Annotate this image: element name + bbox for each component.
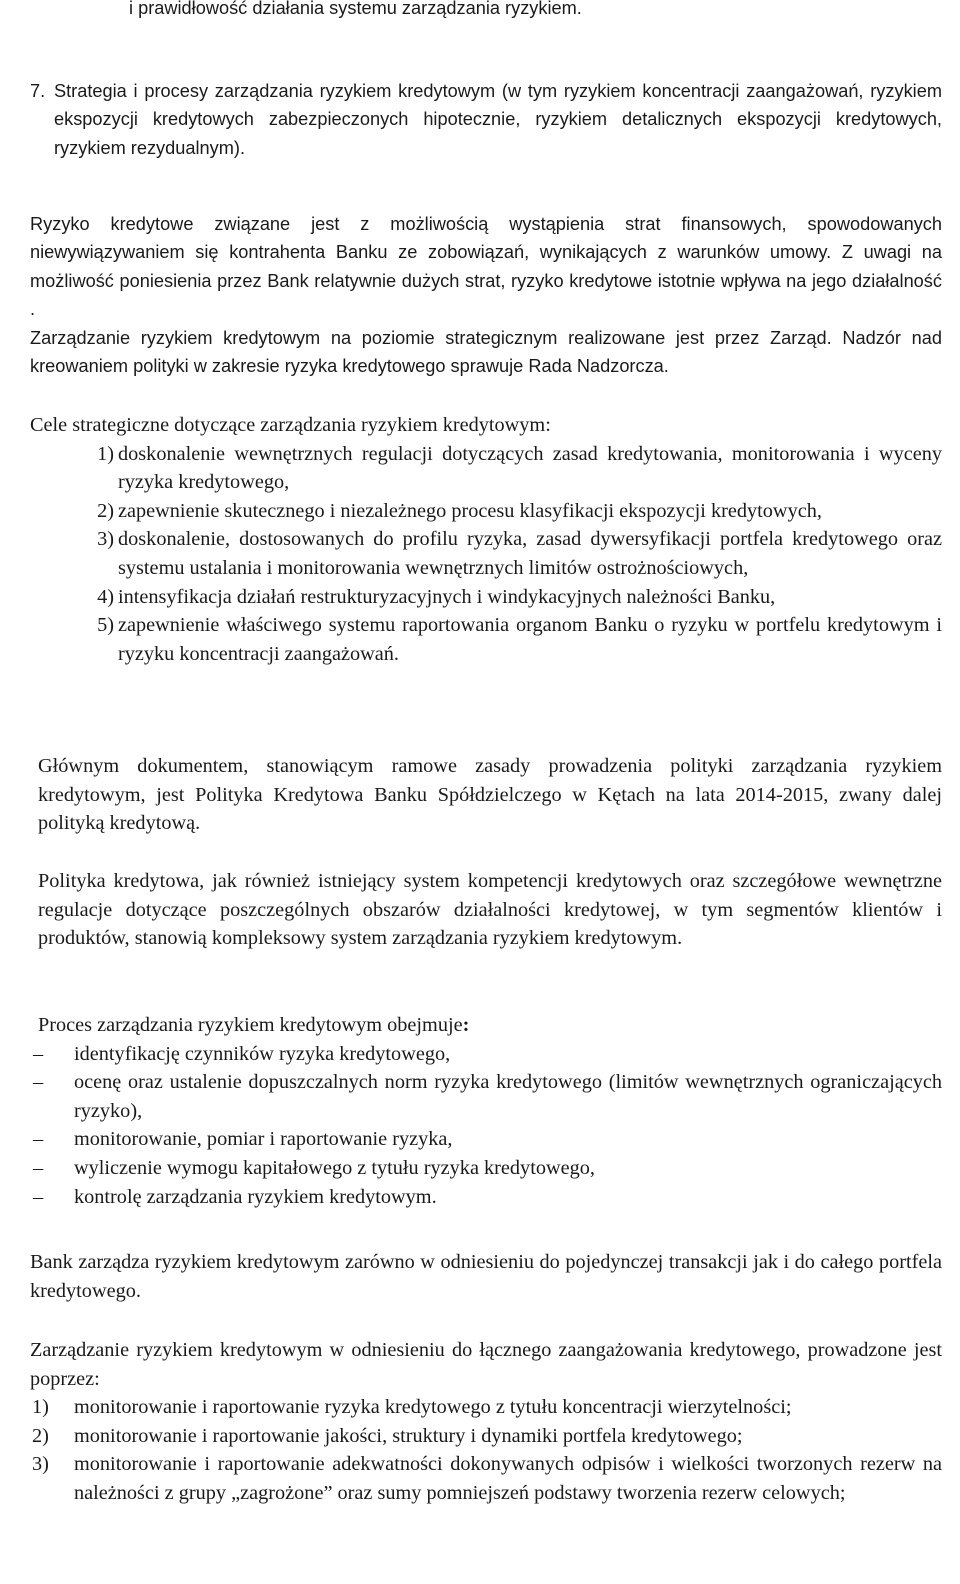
list-marker: 1) (97, 442, 114, 465)
list-item (30, 1393, 942, 1422)
list-item (30, 525, 942, 582)
list-item-text: monitorowanie i raportowanie jakości, struktury i dynamiki portfela kredytowego; (74, 1424, 743, 1447)
process-block (30, 1011, 942, 1211)
section-title: Strategia i procesy zarządzania ryzykiem kredytowym (w tym ryzykiem koncentracji zaangażowań, ryzykiem ekspozycji kredytowych zabezpieczonych hipotecznie, ryzykiem detalicznych ekspozycji kredytowych, ryzykiem rezydualnym). (54, 81, 942, 158)
list-item-text: monitorowanie i raportowanie ryzyka kredytowego z tytułu koncentracji wierzytelności; (74, 1396, 792, 1419)
list-item (30, 1125, 942, 1154)
list-item (30, 440, 942, 497)
list-item-text: monitorowanie, pomiar i raportowanie ryzyka, (74, 1128, 453, 1151)
list-item-text: ocenę oraz ustalenie dopuszczalnych norm ryzyka kredytowego (limitów wewnętrznych ograniczających ryzyko), (74, 1071, 942, 1122)
list-item (30, 611, 942, 668)
dash-marker: – (33, 1042, 44, 1065)
aggregate-exposure-intro: Zarządzanie ryzykiem kredytowym w odniesieniu do łącznego zaangażowania kredytowego, prowadzone jest poprzez: (30, 1339, 942, 1390)
aggregate-exposure-block (30, 1336, 942, 1508)
process-intro-colon: : (462, 1014, 470, 1036)
list-item (30, 1422, 942, 1451)
transaction-portfolio-paragraph: Bank zarządza ryzykiem kredytowym zarówno w odniesieniu do pojedynczej transakcji jak i do całego portfela kredytowego. (30, 1251, 942, 1302)
list-item (30, 1068, 942, 1125)
list-item-text: doskonalenie wewnętrznych regulacji dotyczących zasad kredytowania, monitorowania i wyceny ryzyka kredytowego, (118, 442, 942, 494)
list-item-text: zapewnienie skutecznego i niezależnego procesu klasyfikacji ekspozycji kredytowych, (118, 499, 822, 522)
strategic-goals-list (30, 440, 942, 669)
aggregate-exposure-list (30, 1393, 942, 1507)
risk-management-paragraph: Zarządzanie ryzykiem kredytowym na poziomie strategicznym realizowane jest przez Zarząd. Nadzór nad kreowaniem polityki w zakresie ryzyka kredytowego sprawuje Rada Nadzorcza. (30, 327, 942, 377)
list-item (30, 497, 942, 526)
continuation-line: i prawidłowość działania systemu zarządzania ryzykiem. (129, 0, 582, 18)
list-item (30, 1450, 942, 1507)
list-item-text: kontrolę zarządzania ryzykiem kredytowym. (74, 1185, 437, 1208)
list-item (30, 1183, 942, 1212)
dash-marker: – (33, 1185, 44, 1208)
process-list (30, 1040, 942, 1212)
list-item-text: wyliczenie wymogu kapitałowego z tytułu ryzyka kredytowego, (74, 1156, 595, 1179)
section-number: 7. (30, 81, 46, 101)
list-marker: 1) (32, 1396, 49, 1419)
dash-marker: – (33, 1071, 44, 1094)
list-item-text: zapewnienie właściwego systemu raportowania organom Banku o ryzyku w portfelu kredytowym i ryzyku koncentracji zaangażowań. (118, 614, 942, 665)
risk-definition-paragraph: Ryzyko kredytowe związane jest z możliwością wystąpienia strat finansowych, spowodowanych niewywiązywaniem się kontrahenta Banku ze zobowiązań, wynikających z warunków umowy. Z uwagi na możliwość poniesienia przez Bank relatywnie dużych strat, ryzyko kredytowe istotnie wpływa na jego działalność . (30, 214, 942, 320)
main-document-paragraph: Głównym dokumentem, stanowiącym ramowe zasady prowadzenia polityki zarządzania ryzykiem kredytowym, jest Polityka Kredytowa Banku Spółdzielczego w Kętach na lata 2014-2015, zwany dalej polityką kredytową. (38, 755, 942, 835)
list-marker: 4) (97, 585, 114, 608)
list-item (30, 583, 942, 612)
list-marker: 3) (32, 1453, 49, 1476)
list-item-text: intensyfikacja działań restrukturyzacyjnych i windykacyjnych należności Banku, (118, 585, 776, 608)
list-item (30, 1154, 942, 1183)
process-intro-text: Proces zarządzania ryzykiem kredytowym obejmuje (38, 1014, 463, 1036)
process-intro (30, 1011, 942, 1040)
dash-marker: – (33, 1128, 44, 1151)
list-item-text: monitorowanie i raportowanie adekwatności dokonywanych odpisów i wielkości tworzonych rezerw na należności z grupy „zagrożone” oraz sumy pomniejszeń podstawy tworzenia rezerw celowych; (74, 1453, 942, 1504)
section-heading (30, 77, 942, 162)
list-item-text: doskonalenie, dostosowanych do profilu ryzyka, zasad dywersyfikacji portfela kredytowego oraz systemu ustalania i monitorowania wewnętrznych limitów ostrożnościowych, (118, 528, 942, 579)
list-marker: 3) (97, 528, 114, 551)
strategic-goals-intro: Cele strategiczne dotyczące zarządzania ryzykiem kredytowym: (30, 414, 551, 436)
list-marker: 2) (32, 1424, 49, 1447)
dash-marker: – (33, 1156, 44, 1179)
strategic-goals-block (30, 411, 942, 668)
list-item (30, 1040, 942, 1069)
list-marker: 2) (97, 499, 114, 522)
credit-policy-paragraph: Polityka kredytowa, jak również istniejący system kompetencji kredytowych oraz szczegółowe wewnętrzne regulacje dotyczące poszczególnych obszarów działalności kredytowej, w tym segmentów klientów i produktów, stanowią kompleksowy system zarządzania ryzykiem kredytowym. (38, 870, 942, 950)
list-marker: 5) (97, 614, 114, 637)
risk-definition-block (30, 210, 942, 380)
list-item-text: identyfikację czynników ryzyka kredytowego, (74, 1042, 451, 1065)
